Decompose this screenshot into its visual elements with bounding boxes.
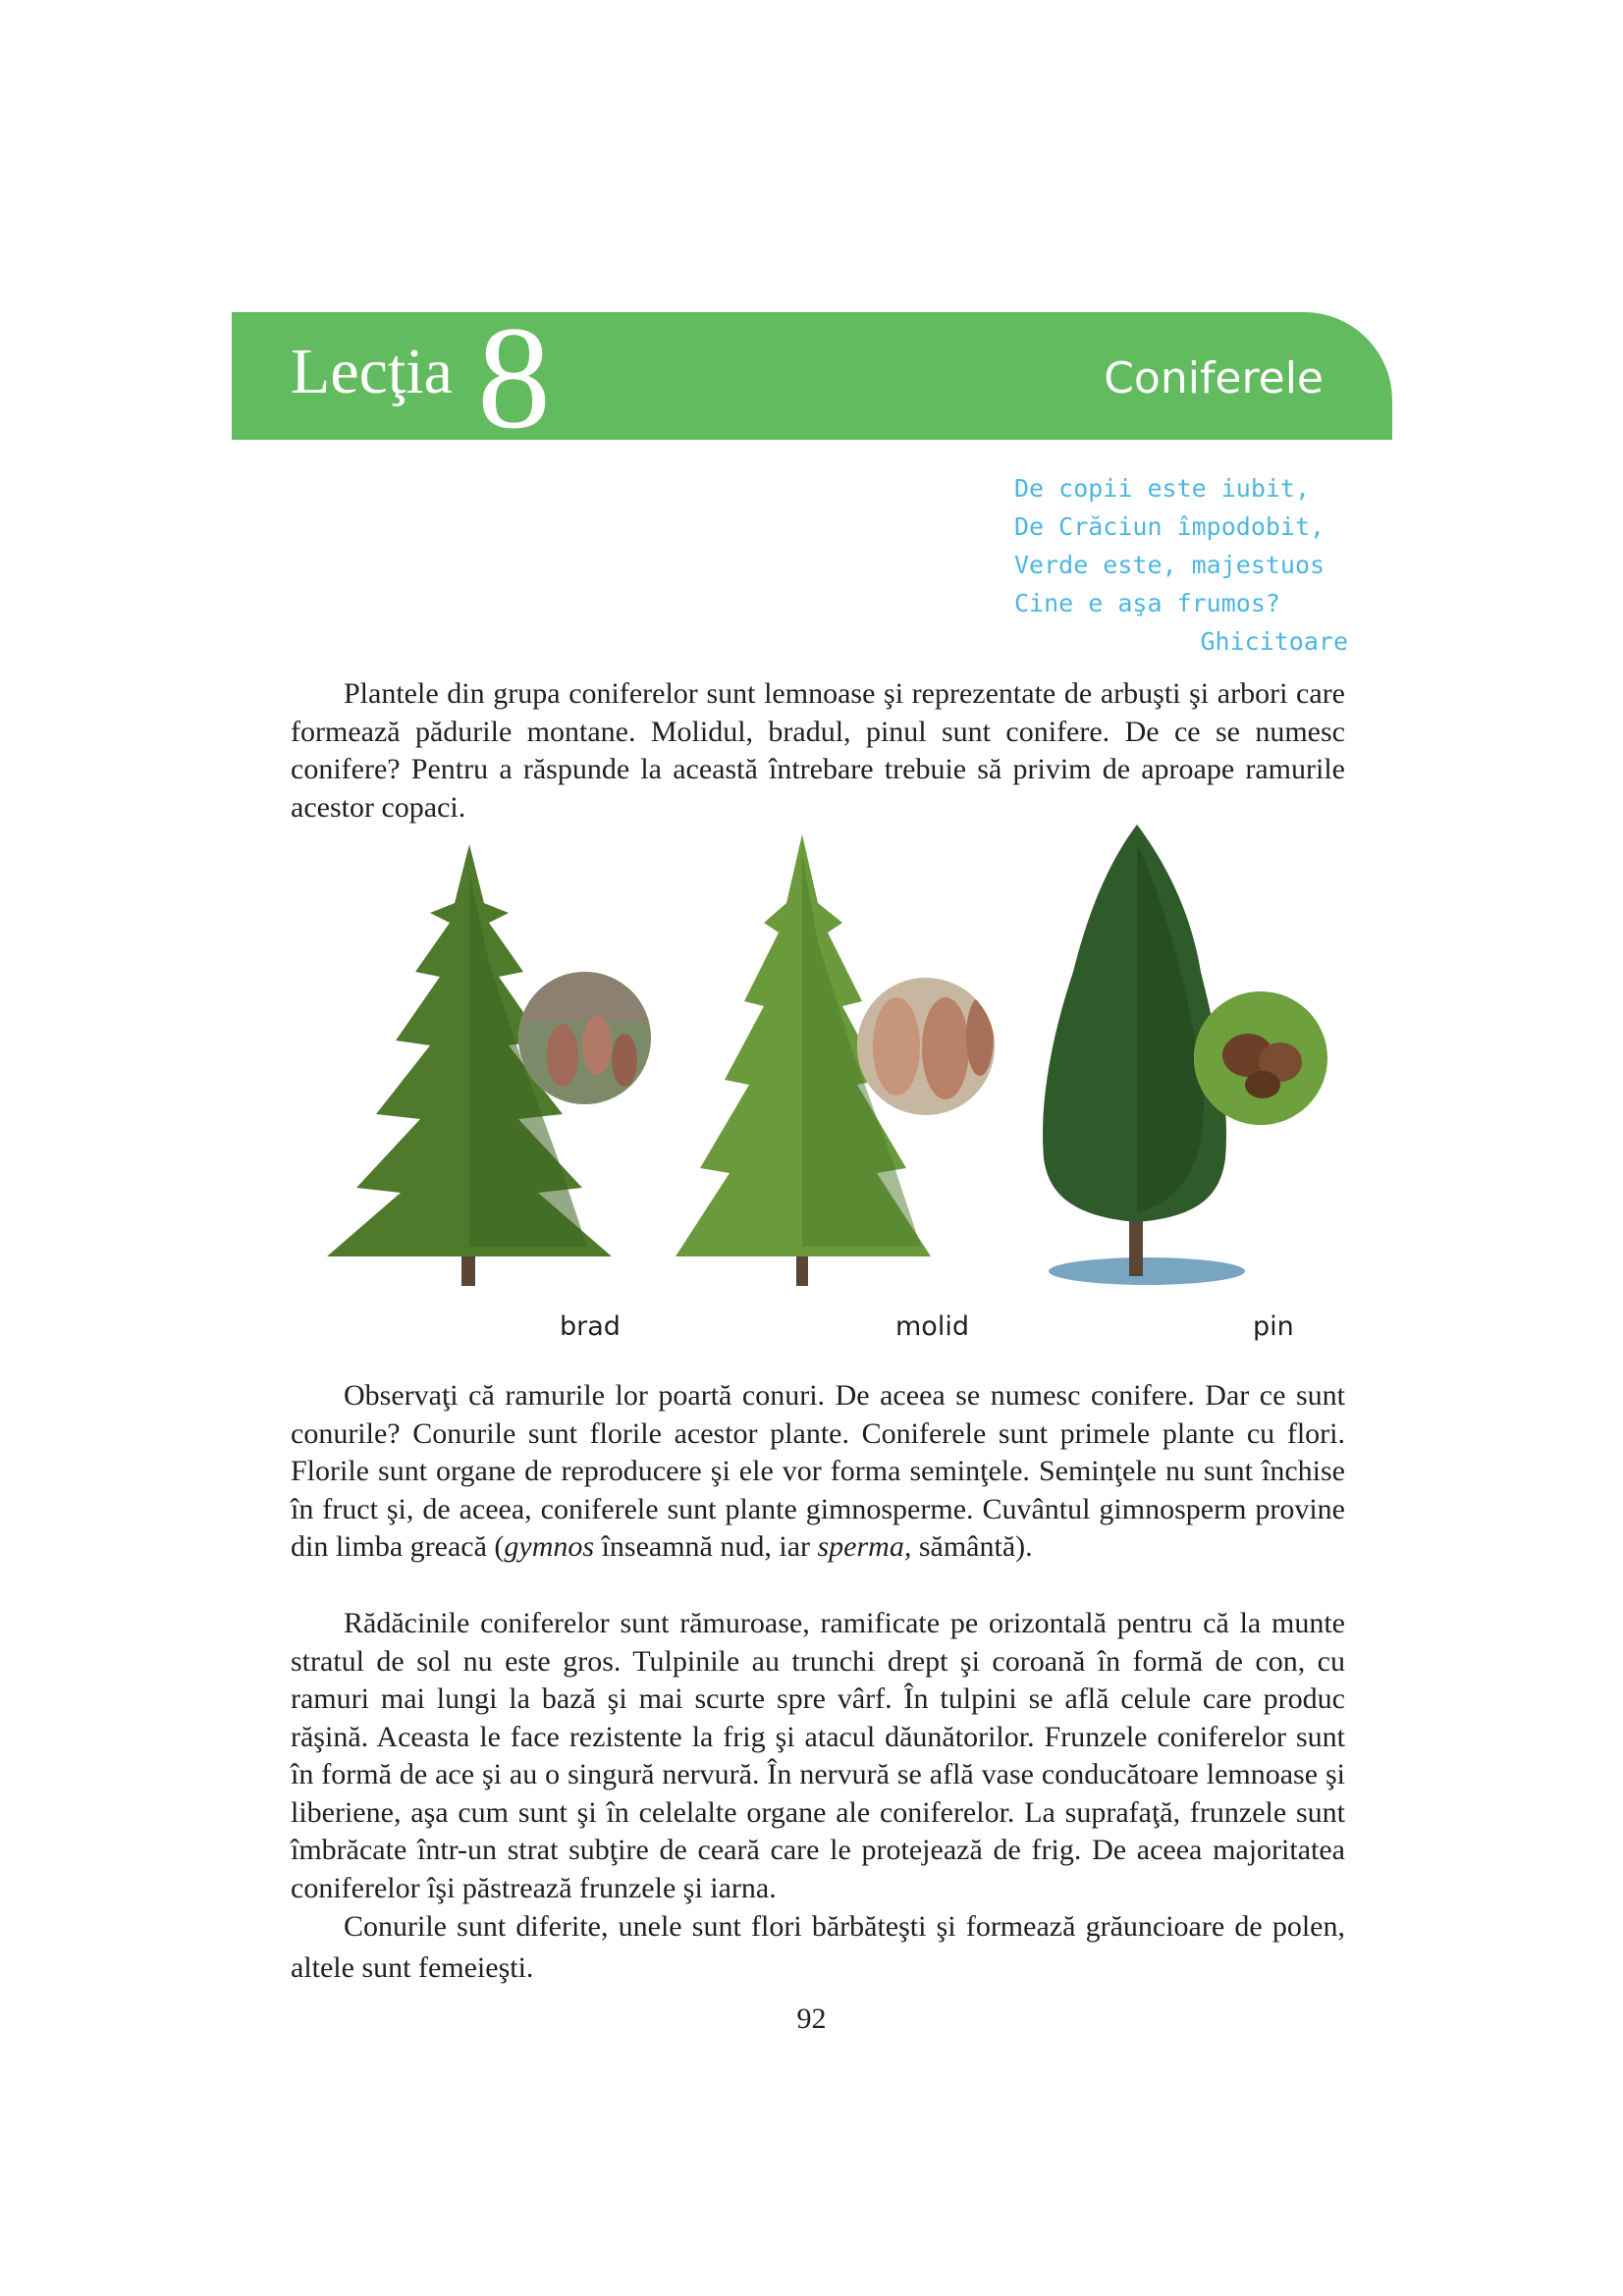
lesson-label: Lecţia xyxy=(291,336,453,407)
riddle-line: De copii este iubit, xyxy=(1014,474,1311,503)
riddle xyxy=(1014,469,1348,661)
p2-text: Rădăcinile coniferelor sunt rămuroase, ramificate pe orizontală pentru că la munte stratul de sol nu este gros. Tulpinile au trunchi drept şi coroană în formă de con, cu ramuri mai lungi la bază şi mai scurte spre vârf. În tulpini se află celule care produc răşină. Aceasta le face rezistente la frig şi atacul dăunătorilor. Frunzele coniferelor sunt în formă de ace şi au o singură nervură. În nervură se află vase conducătoare lemnoase şi liberiene, aşa cum sunt şi în celelalte organe ale coniferelor. La suprafaţă, frunzele sunt îmbrăcate într-un strat subţire de ceară care le protejează de frig. De aceea majoritatea coniferelor îşi păstrează frunzele şi iarna. xyxy=(291,1607,1345,1904)
intro-text: Plantele din grupa coniferelor sunt lemnoase şi reprezentate de arbuşti şi arbori care formează pădurile montane. Molidul, bradul, pinul sunt conifere. De ce se numesc conifere? Pentru a răspunde la această întrebare trebuie să privim de aproape ramurile acestor copaci. xyxy=(291,677,1345,824)
p1-text-a: Observaţi că ramurile lor poartă conuri. De aceea se numesc conifere. Dar ce sunt conurile? Conurile sunt florile acestor plante. Coniferele sunt primele plante cu flori. Florile sunt organe de reproducere şi ele vor forma seminţele. Seminţele nu sunt închise în fruct şi, de aceea, coniferele sunt plante gimnosperme. Cuvântul gimnosperm provine din limba greacă ( xyxy=(291,1379,1345,1563)
body-paragraph-1 xyxy=(291,1377,1345,1567)
pine-cone-closeup xyxy=(1194,991,1327,1125)
intro-paragraph xyxy=(291,675,1345,827)
lesson-number: 8 xyxy=(477,296,551,459)
p1-text-c: sământă). xyxy=(911,1530,1033,1563)
lesson-title: Coniferele xyxy=(1104,353,1324,403)
p1-text-b: înseamnă nud, iar xyxy=(594,1530,818,1563)
fir-cone-closeup xyxy=(518,972,651,1104)
body-paragraph-2 xyxy=(291,1605,1345,1907)
spruce-cone-closeup xyxy=(857,978,995,1115)
caption-molid: molid xyxy=(895,1311,969,1342)
caption-brad: brad xyxy=(560,1311,621,1342)
p1-sperma: sperma, xyxy=(817,1530,912,1563)
caption-pin: pin xyxy=(1253,1311,1294,1342)
lesson-banner xyxy=(232,296,1392,459)
riddle-line: Verde este, majestuos xyxy=(1014,551,1325,579)
p3-text: Conurile sunt diferite, unele sunt flori bărbăteşti şi formează grăuncioare de polen, altele sunt femeieşti. xyxy=(291,1910,1345,1984)
conifers-figure xyxy=(312,834,1353,1355)
riddle-source: Ghicitoare xyxy=(1200,627,1348,656)
riddle-line: Cine e aşa frumos? xyxy=(1014,589,1280,617)
riddle-line: De Crăciun împodobit, xyxy=(1014,512,1325,541)
page-number: 92 xyxy=(796,2002,827,2035)
p1-gymnos: gymnos xyxy=(504,1530,595,1563)
body-paragraph-3 xyxy=(291,1906,1345,1989)
